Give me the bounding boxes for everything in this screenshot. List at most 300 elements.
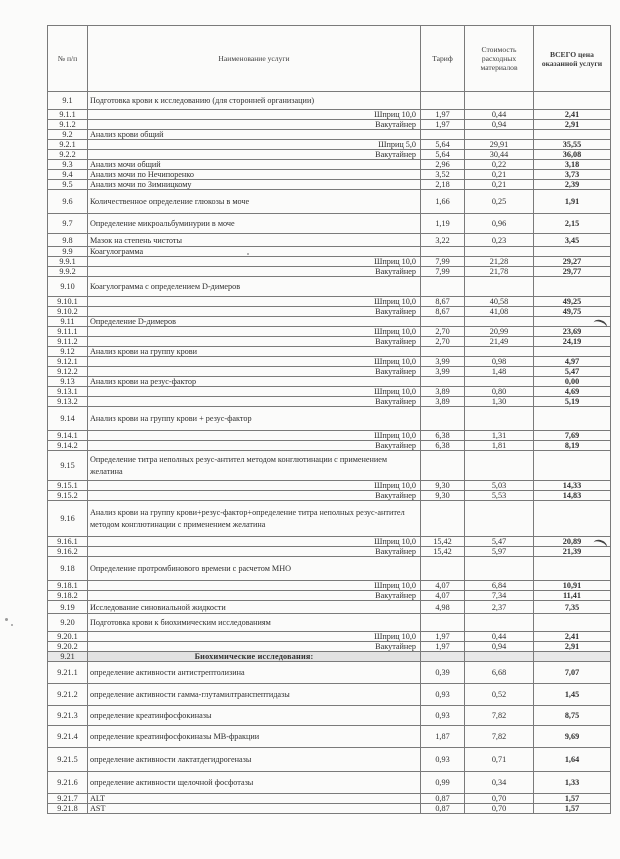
row-service-name: Шприц 10,0 [88,327,421,337]
table-row [48,431,611,441]
row-service-name: Вакутайнер [88,267,421,277]
row-tariff: 0,39 [421,662,465,684]
table-row [48,662,611,684]
row-materials-cost: 0,34 [465,772,534,794]
table-row [48,234,611,247]
row-number: 9.2.1 [48,140,88,150]
header-materials-cost: Стоимость расходных материалов [465,26,534,92]
row-service-name: Анализ мочи общий [88,160,421,170]
row-number: 9.10.1 [48,297,88,307]
table-row [48,307,611,317]
row-service-name: Вакутайнер [88,591,421,601]
table-row [48,170,611,180]
row-materials-cost: 2,37 [465,601,534,614]
row-tariff: 1,97 [421,642,465,652]
row-materials-cost: 5,97 [465,547,534,557]
table-row [48,277,611,297]
row-service-name: Шприц 10,0 [88,297,421,307]
row-number: 9.10 [48,277,88,297]
table-row [48,387,611,397]
table-row [48,501,611,537]
row-number: 9.14.1 [48,431,88,441]
row-materials-cost [465,130,534,140]
row-service-name: Исследование синовиальной жидкости [88,601,421,614]
row-materials-cost: 29,91 [465,140,534,150]
row-materials-cost: 21,28 [465,257,534,267]
row-materials-cost: 1,30 [465,397,534,407]
row-materials-cost: 7,82 [465,726,534,748]
table-row [48,377,611,387]
row-total: 29,77 [534,267,611,277]
row-materials-cost: 7,82 [465,706,534,726]
table-row [48,547,611,557]
row-number: 9.21 [48,652,88,662]
row-service-name: определение активности антистрептолизина [88,662,421,684]
row-number: 9.21.6 [48,772,88,794]
row-number: 9.11 [48,317,88,327]
row-number: 9.1 [48,92,88,110]
row-number: 9.4 [48,170,88,180]
row-tariff [421,652,465,662]
row-number: 9.21.7 [48,794,88,804]
row-total: 9,69 [534,726,611,748]
table-row [48,451,611,481]
row-total [534,652,611,662]
header-number: № п/п [48,26,88,92]
row-total [534,614,611,632]
row-total: 36,08 [534,150,611,160]
row-tariff: 1,66 [421,190,465,214]
row-total: 0,00 [534,377,611,387]
table-row [48,140,611,150]
row-number: 9.16 [48,501,88,537]
table-row [48,684,611,706]
row-tariff: 1,97 [421,632,465,642]
table-row [48,297,611,307]
row-service-name: определение активности гамма-глутамилтранспептидазы [88,684,421,706]
row-tariff [421,557,465,581]
table-row [48,491,611,501]
row-total [534,451,611,481]
row-service-name: определение активности щелочной фосфотазы [88,772,421,794]
row-materials-cost: 6,68 [465,662,534,684]
row-tariff: 9,30 [421,491,465,501]
table-header [48,26,611,92]
row-materials-cost: 20,99 [465,327,534,337]
row-tariff: 3,89 [421,387,465,397]
row-service-name: Вакутайнер [88,150,421,160]
row-service-name: определение креатинфосфокиназы МВ-фракции [88,726,421,748]
row-number: 9.11.1 [48,327,88,337]
row-total: 49,75 [534,307,611,317]
row-tariff: 6,38 [421,431,465,441]
row-materials-cost [465,317,534,327]
row-materials-cost [465,247,534,257]
row-tariff: 15,42 [421,547,465,557]
row-tariff: 3,22 [421,234,465,247]
table-row [48,581,611,591]
row-total: 1,57 [534,804,611,814]
table-row [48,337,611,347]
row-service-name: Анализ крови на группу крови + резус-фактор [88,407,421,431]
row-service-name: Шприц 10,0 [88,431,421,441]
row-tariff [421,317,465,327]
table-row [48,794,611,804]
table-row [48,407,611,431]
row-materials-cost [465,347,534,357]
row-number: 9.21.5 [48,748,88,772]
row-tariff: 8,67 [421,307,465,317]
row-tariff: 3,52 [421,170,465,180]
row-service-name: Биохимические исследования: [88,652,421,662]
table-row [48,257,611,267]
row-number: 9.9 [48,247,88,257]
row-materials-cost: 21,78 [465,267,534,277]
row-tariff [421,277,465,297]
row-total: 21,39 [534,547,611,557]
row-number: 9.2 [48,130,88,140]
table-row [48,180,611,190]
row-number: 9.12 [48,347,88,357]
row-total: 7,69 [534,431,611,441]
row-materials-cost: 0,70 [465,794,534,804]
table-row [48,772,611,794]
row-service-name: Коагулограмма [88,247,421,257]
row-service-name: AST [88,804,421,814]
table-row [48,317,611,327]
row-materials-cost: 0,94 [465,642,534,652]
row-service-name: Шприц 10,0 [88,632,421,642]
row-tariff: 5,64 [421,150,465,160]
row-number: 9.20 [48,614,88,632]
table-row [48,614,611,632]
row-service-name: Вакутайнер [88,547,421,557]
row-number: 9.9.2 [48,267,88,277]
row-total: 1,57 [534,794,611,804]
row-materials-cost: 0,52 [465,684,534,706]
table-row [48,367,611,377]
row-tariff [421,451,465,481]
row-materials-cost: 0,21 [465,170,534,180]
row-materials-cost [465,92,534,110]
row-total: 2,41 [534,110,611,120]
row-materials-cost: 30,44 [465,150,534,160]
row-number: 9.13.1 [48,387,88,397]
row-number: 9.19 [48,601,88,614]
table-body [48,92,611,814]
row-materials-cost [465,557,534,581]
row-service-name: Шприц 10,0 [88,537,421,547]
row-tariff: 7,99 [421,267,465,277]
row-materials-cost: 5,03 [465,481,534,491]
row-total: 1,33 [534,772,611,794]
table-row [48,327,611,337]
table-row [48,481,611,491]
table-row [48,267,611,277]
row-tariff: 2,70 [421,327,465,337]
row-number: 9.14.2 [48,441,88,451]
row-service-name: Вакутайнер [88,491,421,501]
row-total: 7,35 [534,601,611,614]
row-number: 9.21.8 [48,804,88,814]
row-number: 9.12.1 [48,357,88,367]
row-materials-cost [465,652,534,662]
row-materials-cost: 0,22 [465,160,534,170]
row-service-name: Вакутайнер [88,397,421,407]
row-tariff [421,377,465,387]
row-service-name: Вакутайнер [88,307,421,317]
row-number: 9.18.1 [48,581,88,591]
row-tariff: 0,93 [421,748,465,772]
row-tariff: 0,93 [421,684,465,706]
row-number: 9.18 [48,557,88,581]
row-tariff: 3,99 [421,367,465,377]
row-service-name: Определение титра неполных резус-антител методом конглютинации с применением желатина [88,451,421,481]
row-materials-cost [465,451,534,481]
row-tariff [421,247,465,257]
row-materials-cost: 41,08 [465,307,534,317]
row-number: 9.8 [48,234,88,247]
row-materials-cost: 0,21 [465,180,534,190]
row-service-name: Анализ крови на группу крови [88,347,421,357]
row-total: 11,41 [534,591,611,601]
table-row [48,110,611,120]
row-service-name: Количественное определение глюкозы в моче [88,190,421,214]
row-materials-cost: 0,94 [465,120,534,130]
row-total: 35,55 [534,140,611,150]
row-tariff: 7,99 [421,257,465,267]
table-row [48,120,611,130]
row-number: 9.3 [48,160,88,170]
table-row [48,397,611,407]
row-total [534,247,611,257]
table-row [48,726,611,748]
row-number: 9.20.1 [48,632,88,642]
table-row [48,130,611,140]
row-total: 2,91 [534,120,611,130]
row-tariff: 1,97 [421,120,465,130]
row-service-name: Анализ крови на резус-фактор [88,377,421,387]
table-row [48,92,611,110]
header-total: ВСЕГО цена оказанной услуги [534,26,611,92]
row-tariff: 5,64 [421,140,465,150]
price-table [47,25,611,814]
row-service-name: Коагулограмма с определением D-димеров [88,277,421,297]
row-materials-cost: 21,49 [465,337,534,347]
row-number: 9.21.3 [48,706,88,726]
row-tariff [421,501,465,537]
table-row [48,804,611,814]
row-tariff: 4,07 [421,591,465,601]
row-total: 4,69 [534,387,611,397]
row-tariff: 1,19 [421,214,465,234]
row-total [534,277,611,297]
row-total: 24,19 [534,337,611,347]
row-tariff: 2,18 [421,180,465,190]
row-total [534,407,611,431]
row-tariff [421,407,465,431]
row-materials-cost: 0,80 [465,387,534,397]
row-total: 1,45 [534,684,611,706]
row-total: 4,97 [534,357,611,367]
row-materials-cost: 1,81 [465,441,534,451]
row-number: 9.21.1 [48,662,88,684]
row-tariff: 0,87 [421,794,465,804]
table-row [48,706,611,726]
row-service-name: Шприц 5,0 [88,140,421,150]
row-number: 9.21.4 [48,726,88,748]
row-total [534,501,611,537]
row-total: 3,73 [534,170,611,180]
row-service-name: Подготовка крови к биохимическим исследованиям [88,614,421,632]
table-row [48,214,611,234]
row-tariff: 1,87 [421,726,465,748]
row-service-name: определение активности лактатдегидрогеназы [88,748,421,772]
row-service-name: Анализ крови общий [88,130,421,140]
table-row [48,357,611,367]
row-tariff: 0,93 [421,706,465,726]
row-materials-cost: 5,47 [465,537,534,547]
row-tariff [421,130,465,140]
row-service-name: Шприц 10,0 [88,110,421,120]
row-service-name: определение креатинфосфокиназы [88,706,421,726]
row-total [534,130,611,140]
row-service-name: Анализ мочи по Зимницкому [88,180,421,190]
row-total: 2,39 [534,180,611,190]
row-number: 9.1.2 [48,120,88,130]
table-row [48,247,611,257]
row-total: 5,47 [534,367,611,377]
row-materials-cost: 0,98 [465,357,534,367]
row-number: 9.9.1 [48,257,88,267]
row-number: 9.2.2 [48,150,88,160]
scan-speck [5,618,8,621]
row-total: 5,19 [534,397,611,407]
table-row [48,190,611,214]
row-materials-cost: 7,34 [465,591,534,601]
row-service-name: Определение протромбинового времени с расчетом МНО [88,557,421,581]
row-total: 2,15 [534,214,611,234]
row-materials-cost [465,277,534,297]
row-total [534,347,611,357]
table-row [48,441,611,451]
row-service-name: Определение микроальбуминурии в моче [88,214,421,234]
row-materials-cost: 0,71 [465,748,534,772]
table-row [48,537,611,547]
row-number: 9.13 [48,377,88,387]
row-service-name: Мазок на степень чистоты [88,234,421,247]
row-number: 9.15.1 [48,481,88,491]
row-total [534,92,611,110]
row-materials-cost [465,407,534,431]
row-tariff: 0,99 [421,772,465,794]
row-tariff [421,614,465,632]
row-service-name: Определение D-димеров [88,317,421,327]
row-total: 49,25 [534,297,611,307]
row-tariff: 4,98 [421,601,465,614]
row-total: 1,91 [534,190,611,214]
row-number: 9.14 [48,407,88,431]
row-total: 2,41 [534,632,611,642]
row-number: 9.18.2 [48,591,88,601]
row-total: 8,19 [534,441,611,451]
row-number: 9.16.2 [48,547,88,557]
table-row [48,150,611,160]
table-row [48,601,611,614]
row-tariff: 1,97 [421,110,465,120]
row-number: 9.21.2 [48,684,88,706]
row-materials-cost [465,377,534,387]
scan-speck [247,253,249,255]
row-number: 9.10.2 [48,307,88,317]
row-total: 23,69 [534,327,611,337]
row-total: 3,45 [534,234,611,247]
row-total: 2,91 [534,642,611,652]
row-service-name: Вакутайнер [88,441,421,451]
table-row [48,642,611,652]
row-materials-cost: 1,48 [465,367,534,377]
row-materials-cost: 6,84 [465,581,534,591]
row-tariff: 6,38 [421,441,465,451]
row-tariff: 9,30 [421,481,465,491]
header-service-name: Наименование услуги [88,26,421,92]
scan-speck [11,624,13,626]
row-total: 8,75 [534,706,611,726]
row-service-name: Анализ мочи по Нечипоренко [88,170,421,180]
header-tariff: Тариф [421,26,465,92]
row-materials-cost: 0,23 [465,234,534,247]
row-total: 7,07 [534,662,611,684]
row-tariff: 3,89 [421,397,465,407]
row-materials-cost: 0,96 [465,214,534,234]
row-total: 20,89 [534,537,611,547]
table-row [48,160,611,170]
table-row [48,347,611,357]
row-service-name: Вакутайнер [88,120,421,130]
row-number: 9.15 [48,451,88,481]
row-number: 9.15.2 [48,491,88,501]
row-service-name: Вакутайнер [88,642,421,652]
row-number: 9.13.2 [48,397,88,407]
row-tariff: 4,07 [421,581,465,591]
row-number: 9.16.1 [48,537,88,547]
row-tariff: 2,96 [421,160,465,170]
row-service-name: Шприц 10,0 [88,257,421,267]
row-service-name: Шприц 10,0 [88,387,421,397]
row-number: 9.20.2 [48,642,88,652]
row-service-name: Вакутайнер [88,367,421,377]
row-service-name: ALT [88,794,421,804]
row-materials-cost: 0,70 [465,804,534,814]
table-row [48,748,611,772]
row-total [534,557,611,581]
row-number: 9.5 [48,180,88,190]
row-tariff: 15,42 [421,537,465,547]
row-materials-cost [465,614,534,632]
row-service-name: Шприц 10,0 [88,581,421,591]
row-number: 9.7 [48,214,88,234]
table-row [48,652,611,662]
row-tariff [421,347,465,357]
row-total: 14,33 [534,481,611,491]
row-total: 1,64 [534,748,611,772]
row-materials-cost [465,501,534,537]
table-row [48,632,611,642]
row-service-name: Шприц 10,0 [88,481,421,491]
row-number: 9.1.1 [48,110,88,120]
row-service-name: Шприц 10,0 [88,357,421,367]
row-materials-cost: 5,53 [465,491,534,501]
